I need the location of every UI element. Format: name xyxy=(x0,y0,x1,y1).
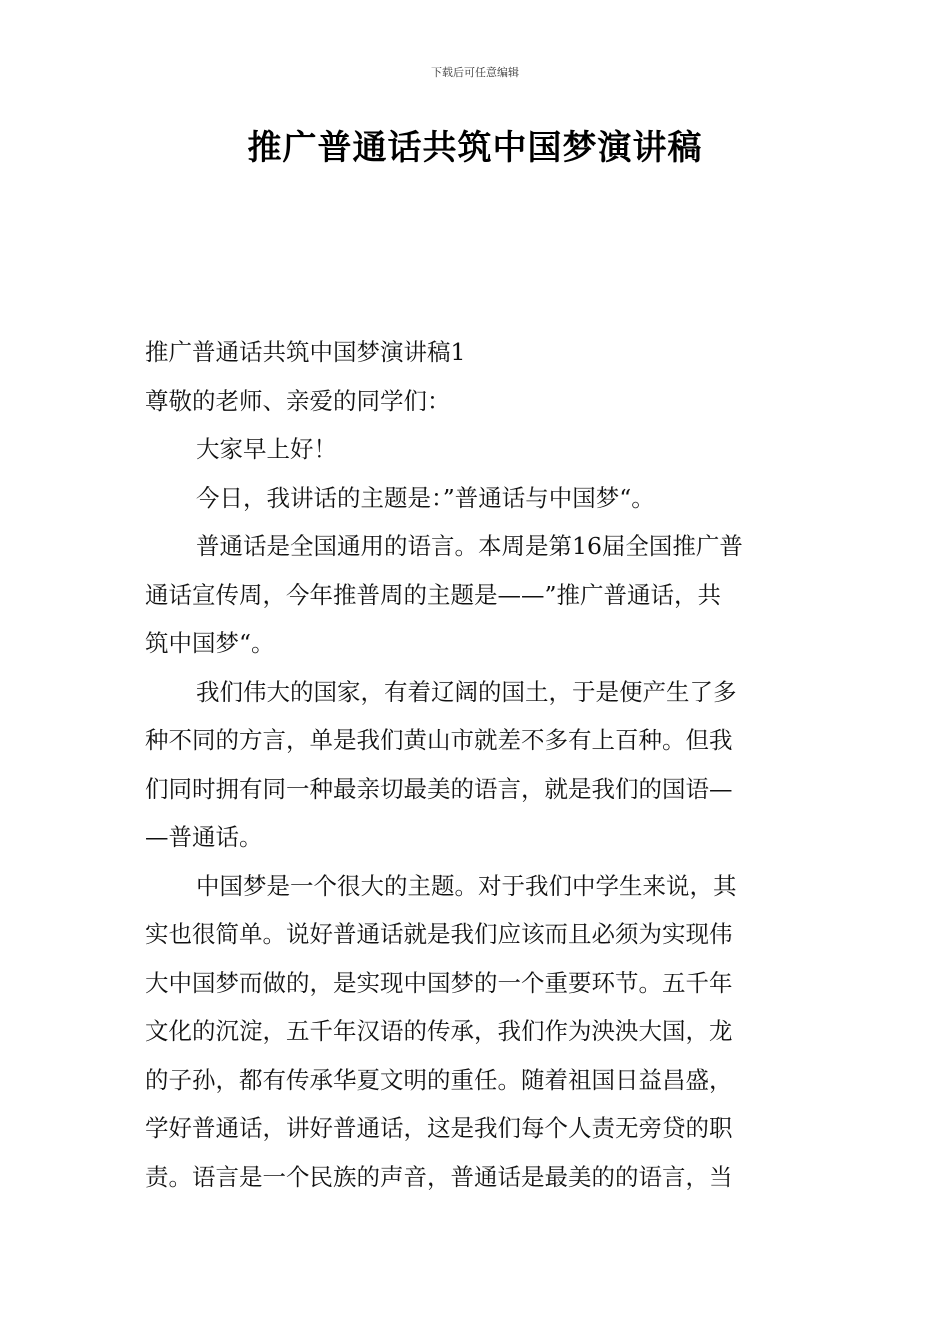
download-note: 下载后可任意编辑 xyxy=(431,66,519,79)
body-line: 大家早上好！ xyxy=(196,435,337,463)
body-line: 筑中国梦“。 xyxy=(145,629,275,657)
body-line: 实也很简单。说好普通话就是我们应该而且必须为实现伟 xyxy=(145,920,733,948)
body-line: 推广普通话共筑中国梦演讲稿1 xyxy=(145,338,466,366)
body-line: 今日，我讲话的主题是：”普通话与中国梦“。 xyxy=(196,483,655,512)
body-line: 的子孙，都有传承华夏文明的重任。随着祖国日益昌盛， xyxy=(145,1065,733,1094)
body-line: 责。语言是一个民族的声音，普通话是最美的的语言，当 xyxy=(145,1162,733,1191)
body-line: 文化的沉淀，五千年汉语的传承，我们作为泱泱大国，龙 xyxy=(145,1017,733,1045)
body-line: 大中国梦而做的，是实现中国梦的一个重要环节。五千年 xyxy=(145,968,733,997)
body-line: 学好普通话，讲好普通话，这是我们每个人责无旁贷的职 xyxy=(145,1114,733,1142)
body-line: 们同时拥有同一种最亲切最美的语言，就是我们的国语— xyxy=(145,774,733,803)
document-title: 推广普通话共筑中国梦演讲稿 xyxy=(247,128,703,168)
body-line: —普通话。 xyxy=(145,823,263,851)
body-line: 我们伟大的国家，有着辽阔的国土，于是便产生了多 xyxy=(196,677,737,706)
body-line: 普通话是全国通用的语言。本周是第16届全国推广普 xyxy=(196,532,743,560)
body-line: 中国梦是一个很大的主题。对于我们中学生来说，其 xyxy=(196,871,737,900)
body-line: 尊敬的老师、亲爱的同学们： xyxy=(145,386,451,415)
body-line: 通话宣传周，今年推普周的主题是——”推广普通话，共 xyxy=(145,580,722,609)
body-line: 种不同的方言，单是我们黄山市就差不多有上百种。但我 xyxy=(145,726,733,754)
document-body xyxy=(145,328,807,1201)
